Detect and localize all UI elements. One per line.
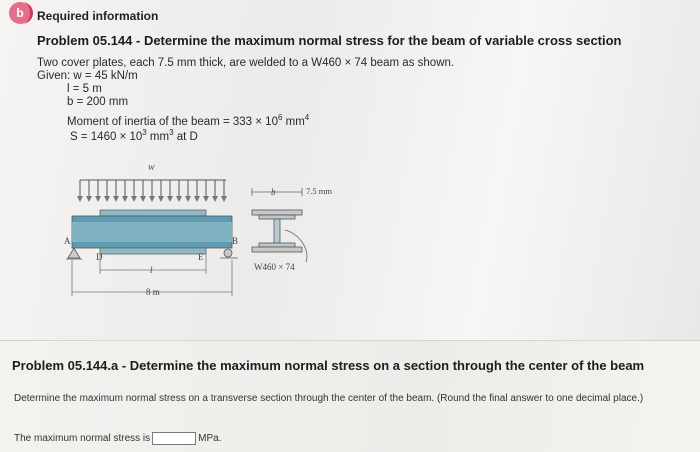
answer-prefix: The maximum normal stress is (14, 433, 151, 444)
inertia-unit: mm (282, 116, 305, 128)
b-dimension-label: b (271, 187, 276, 197)
answer-unit: MPa. (198, 433, 222, 444)
beam-web (72, 222, 232, 242)
part-a-title: Problem 05.144.a - Determine the maximum normal stress on a section through the center of the beam (12, 358, 645, 373)
given-description: Two cover plates, each 7.5 mm thick, are welded to a W460 × 74 beam as shown. (37, 57, 455, 69)
section-bottom-flange (259, 243, 295, 247)
section-top-flange (259, 215, 295, 219)
load-label: w (148, 162, 155, 173)
span-dimension-label: 8 m (146, 287, 160, 297)
beam-diagram (60, 158, 350, 308)
section-modulus (70, 128, 198, 143)
given-load: Given: w = 45 kN/m (37, 70, 138, 82)
inertia-prefix: Moment of inertia of the beam = 333 × 10 (67, 116, 278, 128)
given-width: b = 200 mm (67, 96, 129, 108)
answer-row (14, 432, 221, 445)
support-b-label: B (232, 236, 239, 246)
bottom-cover-plate (100, 248, 206, 254)
problem-title: Problem 05.144 - Determine the maximum normal stress for the beam of variable cross section (37, 33, 622, 48)
section-web (274, 219, 280, 243)
s-suffix: at D (173, 131, 198, 143)
section-label: W460 × 74 (254, 262, 295, 272)
moment-of-inertia (67, 113, 310, 128)
section-top-plate (252, 210, 302, 215)
beam-figure (60, 158, 350, 308)
required-information-heading: Required information (37, 9, 159, 23)
thickness-label: 7.5 mm (306, 186, 332, 196)
inertia-exponent: 6 (277, 113, 283, 123)
top-cover-plate (100, 210, 206, 216)
part-a-instruction: Determine the maximum normal stress on a transverse section through the center of the beam. (Round the final answer to one decimal place.) (14, 393, 644, 404)
point-e-label: E (198, 252, 204, 262)
support-b (224, 249, 232, 257)
part-badge: b (9, 2, 31, 24)
section-bottom-plate (252, 247, 302, 252)
s-exponent: 3 (142, 128, 147, 138)
load-arrowheads (77, 196, 227, 202)
given-length: l = 5 m (67, 83, 102, 95)
s-unit-exponent: 3 (169, 128, 174, 138)
support-a (68, 248, 80, 258)
s-unit: mm (146, 131, 170, 143)
l-dimension-label: l (150, 265, 153, 275)
support-a-label: A (64, 236, 71, 246)
inertia-unit-exponent: 4 (304, 113, 310, 123)
point-d-label: D (96, 252, 103, 262)
max-normal-stress-input[interactable] (152, 432, 196, 445)
distributed-load-arrows (80, 180, 226, 196)
section-divider (0, 340, 700, 341)
s-prefix: S = 1460 × 10 (70, 131, 143, 143)
